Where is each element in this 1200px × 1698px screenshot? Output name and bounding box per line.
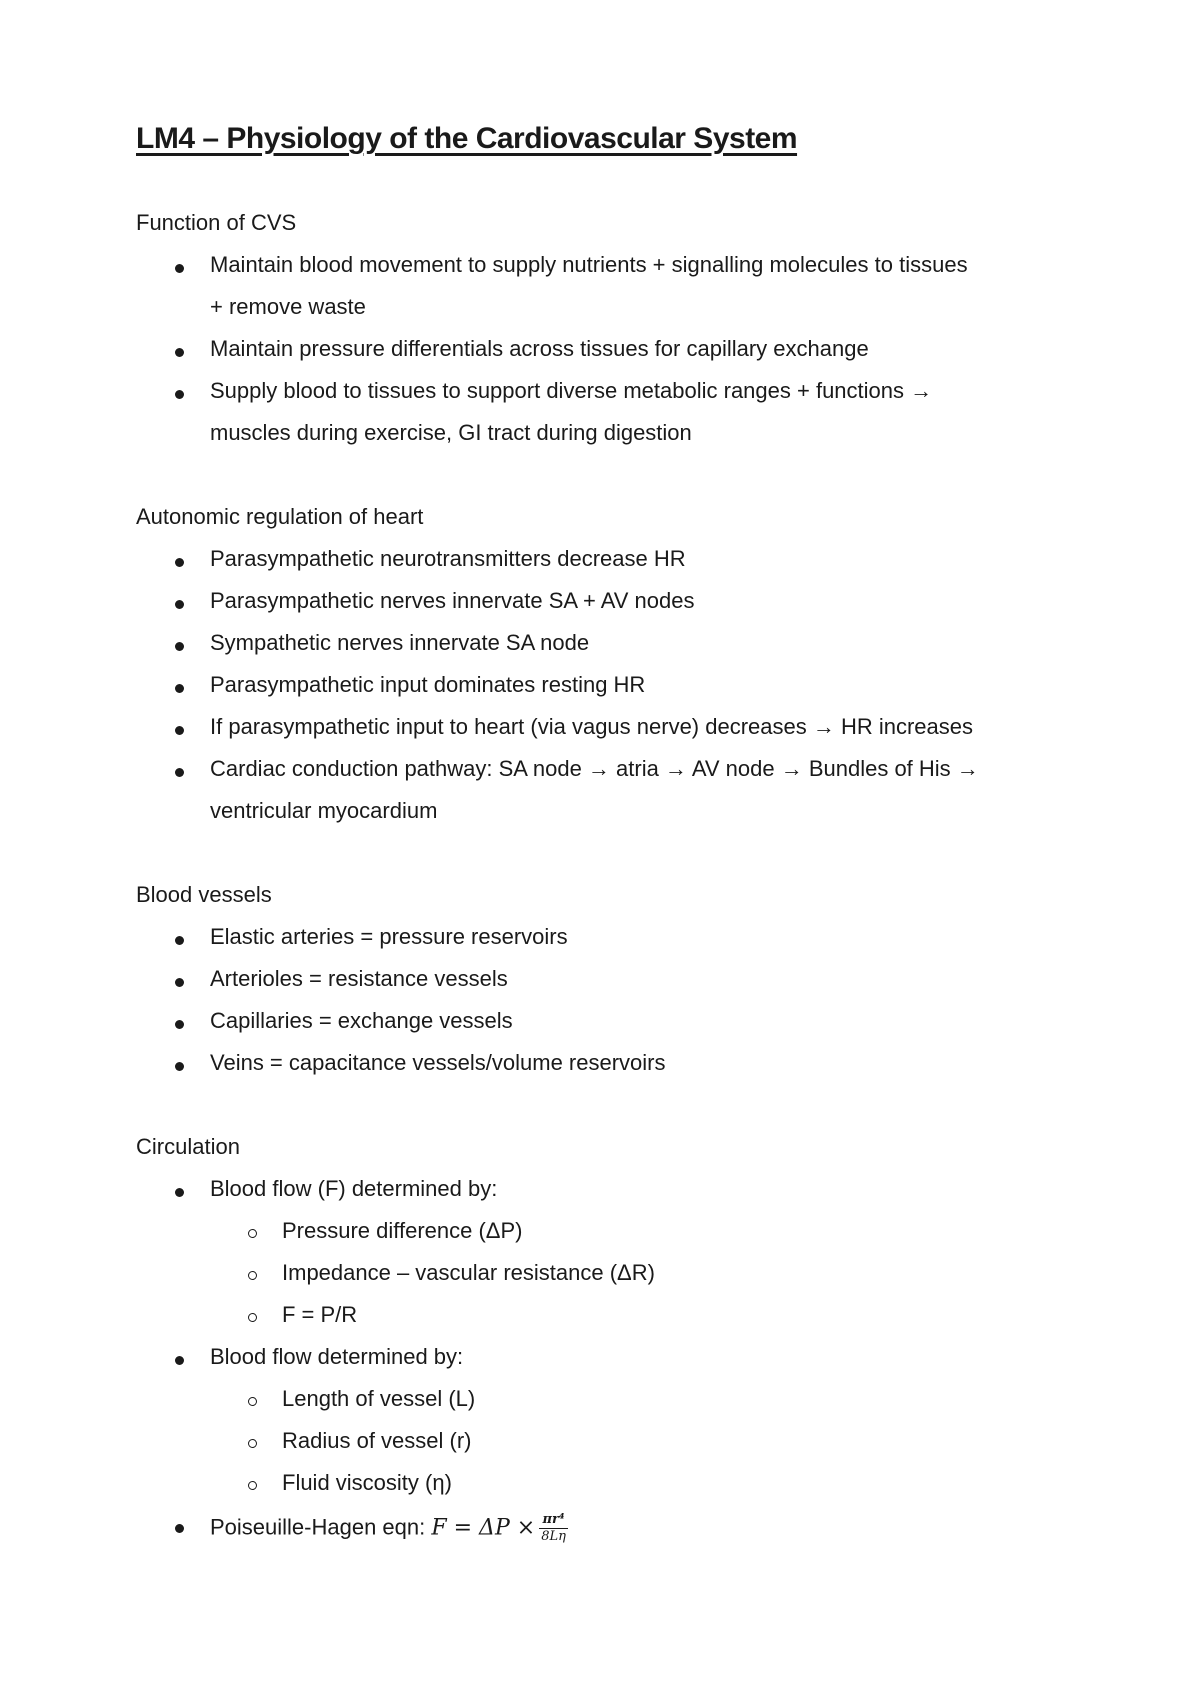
section-heading-function: Function of CVS bbox=[136, 210, 297, 235]
list-item: Veins = capacitance vessels/volume reservoirs bbox=[210, 1050, 666, 1075]
section-heading-autonomic: Autonomic regulation of heart bbox=[136, 504, 424, 529]
list-item: Elastic arteries = pressure reservoirs bbox=[210, 924, 568, 949]
sub-list-item: F = P/R bbox=[282, 1302, 358, 1327]
list-item: If parasympathetic input to heart (via vagus nerve) decreases → HR increases bbox=[210, 714, 974, 739]
list-item: Parasympathetic nerves innervate SA + AV nodes bbox=[210, 588, 695, 613]
list-item: Parasympathetic input dominates resting HR bbox=[210, 672, 646, 697]
equation-numerator: πr⁴ bbox=[539, 1512, 568, 1529]
list-item-continuation: ventricular myocardium bbox=[210, 798, 438, 823]
sub-list-item: Fluid viscosity (η) bbox=[282, 1470, 452, 1495]
equation-lhs: F = ΔP × bbox=[431, 1515, 536, 1541]
list-item: Capillaries = exchange vessels bbox=[210, 1008, 513, 1033]
list-item: Blood flow determined by: bbox=[210, 1344, 464, 1369]
equation-fraction bbox=[539, 1512, 568, 1545]
list-item-continuation: + remove waste bbox=[210, 294, 366, 319]
sub-list-item: Length of vessel (L) bbox=[282, 1386, 476, 1411]
sub-list-item: Radius of vessel (r) bbox=[282, 1428, 472, 1453]
sub-list-item: Impedance – vascular resistance (ΔR) bbox=[282, 1260, 655, 1285]
list-item: Supply blood to tissues to support diverse metabolic ranges + functions → bbox=[210, 378, 933, 403]
list-item: Cardiac conduction pathway: SA node → atria → AV node → Bundles of His → bbox=[210, 756, 979, 781]
equation-denominator: 8Lη bbox=[541, 1529, 566, 1544]
list-item-continuation: muscles during exercise, GI tract during digestion bbox=[210, 420, 692, 445]
equation-label: Poiseuille-Hagen eqn: bbox=[210, 1514, 432, 1540]
list-item: Sympathetic nerves innervate SA node bbox=[210, 630, 590, 655]
page-title: LM4 – Physiology of the Cardiovascular System bbox=[136, 122, 798, 155]
list-item-equation bbox=[210, 1512, 568, 1545]
list-item: Arterioles = resistance vessels bbox=[210, 966, 508, 991]
list-item: Parasympathetic neurotransmitters decrease HR bbox=[210, 546, 686, 571]
list-item: Blood flow (F) determined by: bbox=[210, 1176, 498, 1201]
sub-list-item: Pressure difference (ΔP) bbox=[282, 1218, 523, 1243]
list-item: Maintain blood movement to supply nutrients + signalling molecules to tissues bbox=[210, 252, 968, 277]
list-item: Maintain pressure differentials across tissues for capillary exchange bbox=[210, 336, 869, 361]
section-heading-blood-vessels: Blood vessels bbox=[136, 882, 272, 907]
section-heading-circulation: Circulation bbox=[136, 1134, 240, 1159]
